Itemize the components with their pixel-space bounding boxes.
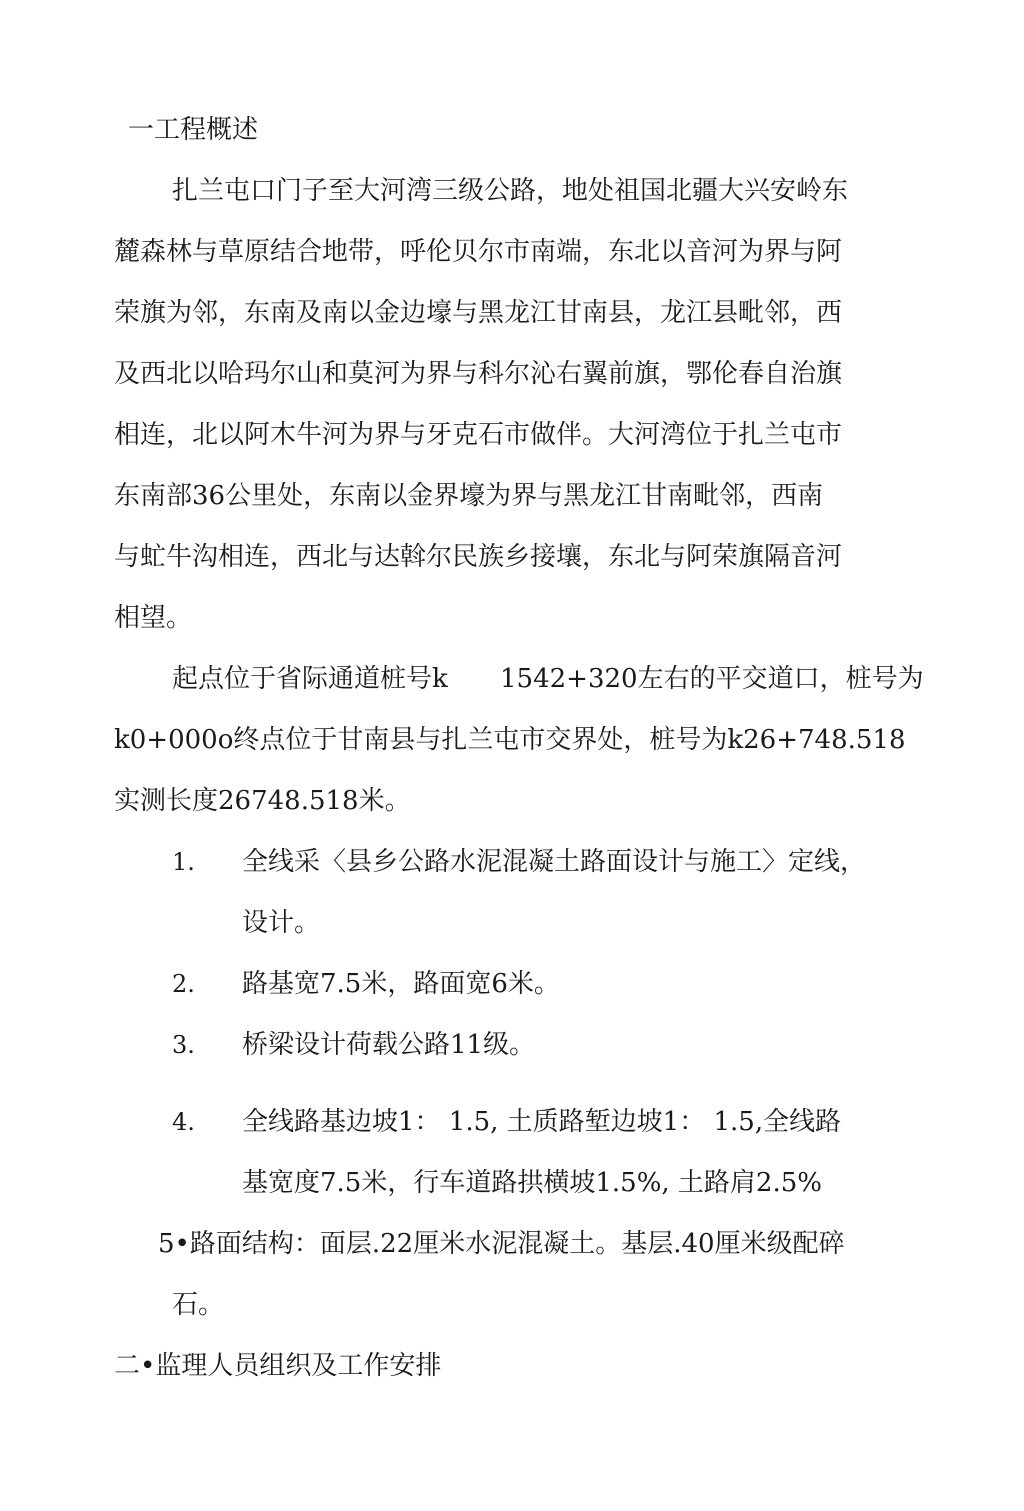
- paragraph-line: 及西北以哈玛尔山和莫河为界与科尔沁右翼前旗，鄂伦春自治旗: [114, 359, 843, 389]
- paragraph-line: 扎兰屯口门子至大河湾三级公路，地处祖国北疆大兴安岭东: [172, 176, 849, 206]
- list-number: 2.: [172, 970, 195, 998]
- paragraph-line: 5•路面结构：面层.22厘米水泥混凝土。基层.40厘米级配碎: [158, 1229, 845, 1259]
- section-title: 二•监理人员组织及工作安排: [114, 1351, 442, 1381]
- paragraph-line: 麓森林与草原结合地带，呼伦贝尔市南端，东北以音河为界与阿: [114, 237, 843, 267]
- paragraph-line: 东南部36公里处，东南以金界壕为界与黑龙江甘南毗邻，西南: [114, 481, 824, 511]
- paragraph-line: 相望。: [114, 603, 193, 633]
- section-title: 一工程概述: [128, 115, 259, 145]
- paragraph-line: 1542+320左右的平交道口，桩号为: [500, 664, 924, 694]
- list-number: 1.: [172, 848, 195, 876]
- paragraph-line: k0+000o终点位于甘南县与扎兰屯市交界处，桩号为k26+748.518: [114, 725, 906, 755]
- list-item-text: 路基宽7.5米，路面宽6米。: [242, 969, 560, 999]
- paragraph-line: 与虻牛沟相连，西北与达斡尔民族乡接壤，东北与阿荣旗隔音河: [114, 542, 843, 572]
- paragraph-line: 实测长度26748.518米。: [114, 786, 411, 816]
- paragraph-line: 起点位于省际通道桩号k: [172, 664, 448, 694]
- list-item-text: 全线路基边坡1： 1.5, 土质路堑边坡1： 1.5,全线路: [242, 1107, 842, 1137]
- list-item-text: 设计。: [242, 908, 321, 938]
- list-item-text: 基宽度7.5米，行车道路拱横坡1.5%, 土路肩2.5%: [242, 1168, 822, 1198]
- paragraph-line: 石。: [172, 1290, 225, 1320]
- list-item-text: 桥梁设计荷载公路11级。: [242, 1030, 536, 1060]
- list-number: 3.: [172, 1031, 195, 1059]
- paragraph-line: 相连，北以阿木牛河为界与牙克石市做伴。大河湾位于扎兰屯市: [114, 420, 843, 450]
- list-item-text: 全线采〈县乡公路水泥混凝土路面设计与施工〉定线，: [242, 847, 867, 877]
- paragraph-line: 荣旗为邻，东南及南以金边壕与黑龙江甘南县，龙江县毗邻，西: [114, 298, 843, 328]
- list-number: 4.: [172, 1108, 195, 1136]
